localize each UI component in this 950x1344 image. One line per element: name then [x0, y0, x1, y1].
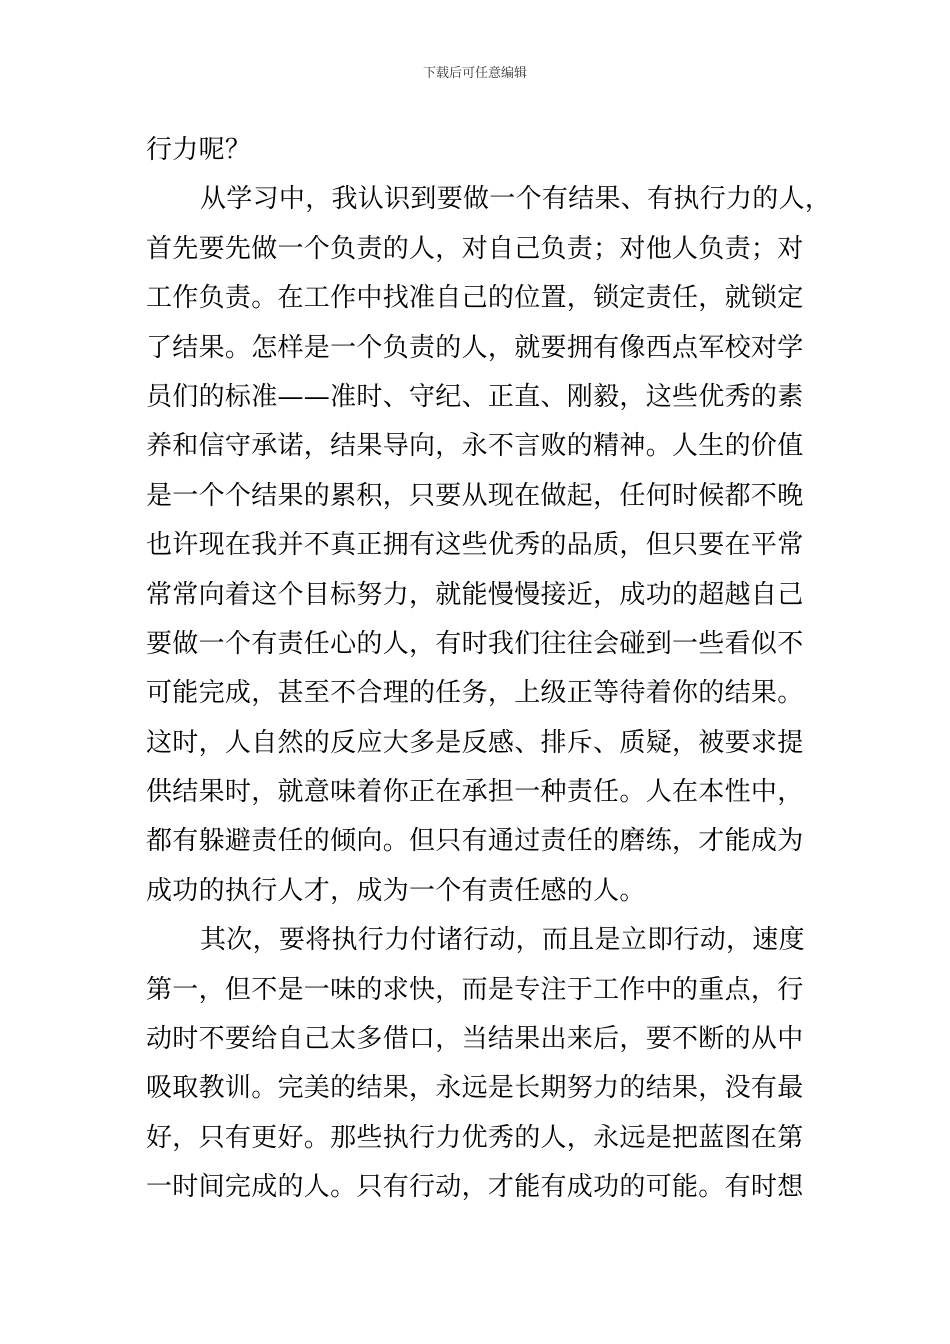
text-line: 从学习中，我认识到要做一个有结果、有执行力的人， — [200, 184, 832, 215]
text-line: 一时间完成的人。只有行动，才能有成功的可能。有时想 — [146, 1172, 804, 1203]
text-line: 常常向着这个目标努力，就能慢慢接近，成功的超越自己 — [146, 579, 804, 610]
text-line: 可能完成，甚至不合理的任务，上级正等待着你的结果。 — [146, 678, 804, 709]
text-line: 员们的标准——准时、守纪、正直、刚毅，这些优秀的素 — [146, 381, 804, 412]
text-line: 好，只有更好。那些执行力优秀的人，永远是把蓝图在第 — [146, 1122, 804, 1153]
text-line: 供结果时，就意味着你正在承担一种责任。人在本性中， — [146, 777, 804, 808]
document-body — [146, 126, 832, 1213]
text-line: 工作负责。在工作中找准自己的位置，锁定责任，就锁定 — [146, 283, 804, 314]
text-line: 要做一个有责任心的人，有时我们往往会碰到一些看似不 — [146, 628, 804, 659]
text-line: 都有躲避责任的倾向。但只有通过责任的磨练，才能成为 — [146, 826, 804, 857]
text-line: 首先要先做一个负责的人，对自己负责；对他人负责；对 — [146, 233, 804, 264]
text-line: 动时不要给自己太多借口，当结果出来后，要不断的从中 — [146, 1024, 804, 1055]
text-line: 行力呢？ — [146, 135, 252, 165]
text-line: 这时，人自然的反应大多是反感、排斥、质疑，被要求提 — [146, 727, 804, 758]
text-line: 了结果。怎样是一个负责的人，就要拥有像西点军校对学 — [146, 332, 804, 363]
text-line: 吸取教训。完美的结果，永远是长期努力的结果，没有最 — [146, 1073, 804, 1104]
text-line: 养和信守承诺，结果导向，永不言败的精神。人生的价值 — [146, 431, 804, 462]
text-line: 成功的执行人才，成为一个有责任感的人。 — [146, 875, 646, 906]
text-line: 是一个个结果的累积，只要从现在做起，任何时候都不晚 — [146, 480, 804, 511]
text-line: 其次，要将执行力付诸行动，而且是立即行动，速度 — [200, 925, 805, 956]
page-header-note: 下载后可任意编辑 — [422, 66, 527, 81]
text-line: 第一，但不是一味的求快，而是专注于工作中的重点，行 — [146, 974, 804, 1005]
text-line: 也许现在我并不真正拥有这些优秀的品质，但只要在平常 — [146, 530, 804, 561]
